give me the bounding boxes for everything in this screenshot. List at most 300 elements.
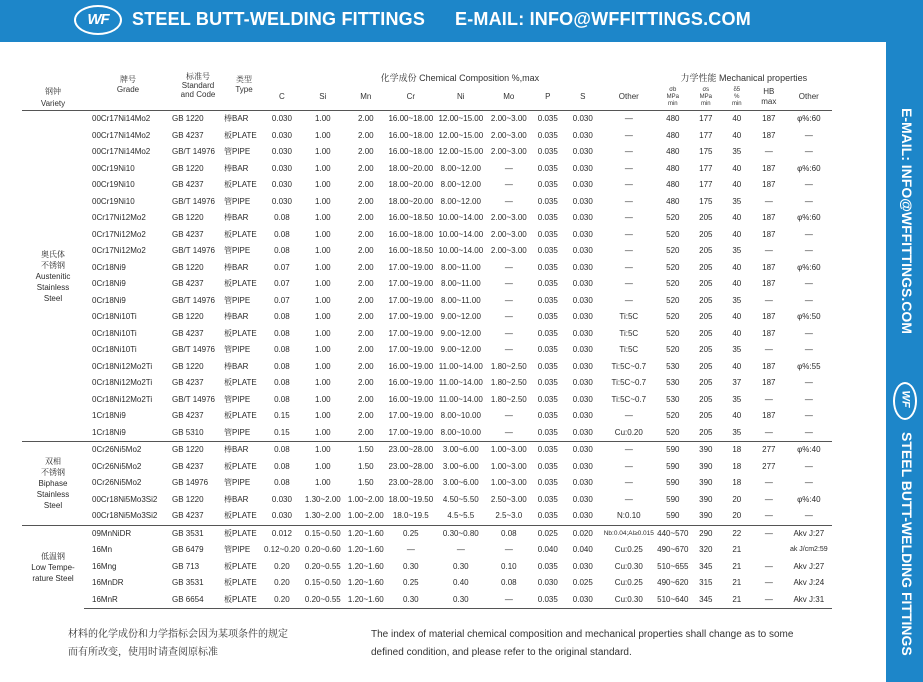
table-cell: 277 <box>752 442 786 459</box>
table-cell: 530 <box>666 394 680 404</box>
table-cell: Akv J:27 <box>786 525 832 542</box>
table-cell: 管PIPE <box>224 427 251 437</box>
table-cell: — <box>624 213 633 222</box>
table-cell: 480 <box>666 163 680 173</box>
table-cell: 0.035 <box>537 213 558 222</box>
table-cell: 390 <box>690 442 722 459</box>
table-cell: 40 <box>732 411 742 420</box>
table-cell: 板PLATE <box>224 511 257 520</box>
table-row <box>22 210 832 227</box>
table-cell: — <box>504 411 513 420</box>
table-cell: 0.08 <box>274 394 290 404</box>
table-cell: 0.030 <box>537 578 558 587</box>
table-cell: 1.00 <box>315 378 331 387</box>
table-cell: 2.00~3.00 <box>490 130 527 140</box>
table-row <box>22 359 832 376</box>
table-cell: — <box>764 478 773 487</box>
table-cell: GB 1220 <box>172 163 204 173</box>
table-cell: 0.030 <box>572 163 593 173</box>
table-cell: 0.012 <box>264 525 300 542</box>
table-cell: — <box>804 279 813 288</box>
table-cell: 17.00~19.00 <box>388 411 434 420</box>
table-cell: 187 <box>762 229 776 239</box>
table-cell: 0.035 <box>537 361 558 371</box>
table-cell: 0.030 <box>264 111 300 128</box>
header-email[interactable]: E-MAIL: INFO@WFFITTINGS.COM <box>455 9 751 29</box>
table-cell: 480 <box>666 147 680 156</box>
table-cell: 管PIPE <box>224 147 251 156</box>
table-cell: 2.00 <box>358 411 374 420</box>
table-cell: 2.00 <box>358 229 374 239</box>
table-cell: 2.00~3.00 <box>486 111 532 128</box>
table-cell: 18.00~20.00 <box>388 180 434 189</box>
table-cell: 0.035 <box>537 328 558 338</box>
table-cell: GB/T 14976 <box>172 295 215 305</box>
side-wf-logo-icon: WF <box>893 382 917 420</box>
table-cell: 20 <box>732 511 742 520</box>
table-row <box>22 492 832 509</box>
table-cell: 8.00~11.00 <box>440 279 481 288</box>
table-cell: — <box>804 461 813 471</box>
table-cell: — <box>624 478 633 487</box>
table-cell: 590 <box>666 511 680 520</box>
table-cell: 345 <box>690 592 722 609</box>
table-cell: 1.00 <box>315 427 331 437</box>
table-cell: 9.00~12.00 <box>440 328 481 338</box>
table-cell: 40 <box>732 130 742 140</box>
table-cell: 0.035 <box>537 411 558 420</box>
table-cell: 0.030 <box>572 180 593 189</box>
table-cell: 1.00 <box>315 229 331 239</box>
table-cell: 1.20~1.60 <box>347 578 384 587</box>
table-cell: 440~570 <box>656 525 690 542</box>
table-cell: 205 <box>699 213 713 222</box>
table-cell: 0.030 <box>572 262 593 272</box>
table-cell: φ%:60 <box>797 262 821 272</box>
table-cell: 1.30~2.00 <box>304 494 341 504</box>
wf-logo-icon: WF <box>74 5 122 35</box>
table-cell: 2.00 <box>358 378 374 387</box>
table-cell: 0.030 <box>572 196 593 206</box>
table-cell: 1.00 <box>300 442 346 459</box>
table-cell: 205 <box>699 427 713 437</box>
table-cell: 205 <box>699 312 713 321</box>
table-cell: 16MnDR <box>92 578 124 587</box>
table-cell: 2.00 <box>358 196 374 206</box>
table-cell: 1.80~2.50 <box>490 394 527 404</box>
table-cell: 0.035 <box>537 494 558 504</box>
table-cell: 0.035 <box>537 561 558 571</box>
col-chem-1: Si <box>319 92 327 101</box>
table-cell: 520 <box>666 328 680 338</box>
table-cell: 315 <box>699 578 713 587</box>
table-cell: — <box>804 196 813 206</box>
table-cell: 35 <box>732 427 742 437</box>
table-cell: 00Cr19Ni10 <box>92 180 135 189</box>
col-mech-11: δ5 % min <box>731 86 742 107</box>
table-cell: 17.00~19.00 <box>388 345 434 354</box>
table-cell: 板PLATE <box>224 328 257 338</box>
table-cell: 0.035 <box>532 592 564 609</box>
table-cell: — <box>602 111 656 128</box>
table-cell: 16.00~18.50 <box>388 213 434 222</box>
table-cell: 520 <box>666 295 680 305</box>
table-cell: 棒BAR <box>224 442 264 459</box>
table-row <box>22 508 832 525</box>
table-cell: 520 <box>666 262 680 272</box>
table-cell: 20 <box>732 494 742 504</box>
table-cell: — <box>624 163 633 173</box>
table-cell: 18.00~20.00 <box>388 196 434 206</box>
table-cell: 0.030 <box>572 411 593 420</box>
table-cell: 0.030 <box>572 147 593 156</box>
table-cell: 棒BAR <box>224 361 249 371</box>
side-email[interactable]: E-MAIL: INFO@WFFITTINGS.COM <box>899 108 915 334</box>
table-cell: — <box>804 328 813 338</box>
table-cell: 18 <box>732 478 742 487</box>
table-cell: 9.00~12.00 <box>440 312 481 321</box>
table-cell: 0.20~0.60 <box>304 545 341 554</box>
table-cell: GB 3531 <box>172 578 204 587</box>
table-cell: 0.30 <box>453 561 469 571</box>
table-cell: 520 <box>666 213 680 222</box>
table-row <box>22 326 832 343</box>
table-cell: 管PIPE <box>224 295 251 305</box>
table-cell: 1.00~2.00 <box>347 494 384 504</box>
table-cell: 1.20~1.60 <box>347 545 384 554</box>
table-cell: 2.00 <box>358 147 374 156</box>
table-row <box>22 408 832 425</box>
table-cell: 8.00~11.00 <box>440 295 481 305</box>
group-chem: 化学成份 Chemical Composition %,max <box>380 73 540 83</box>
table-cell: 390 <box>699 461 713 471</box>
table-cell: 00Cr19Ni10 <box>92 163 135 173</box>
table-cell: 205 <box>699 229 713 239</box>
table-cell: 345 <box>699 561 713 571</box>
table-cell: 2.00~3.00 <box>490 147 527 156</box>
table-cell: ak J/cm2:59 <box>789 546 828 553</box>
table-cell: 16.00~19.00 <box>388 361 434 371</box>
table-cell: 0.035 <box>532 442 564 459</box>
table-cell: 35 <box>732 147 742 156</box>
col-type: 类型 Type <box>235 75 253 94</box>
table-cell: Ti:5C~0.7 <box>611 394 647 404</box>
table-cell: 0.20 <box>274 578 290 587</box>
table-cell: 480 <box>666 180 680 189</box>
table-cell: 0.025 <box>532 525 564 542</box>
table-cell: 0.030 <box>572 494 593 504</box>
table-cell: 0.08 <box>274 246 290 255</box>
table-cell: 0.035 <box>537 378 558 387</box>
table-cell: φ%:60 <box>786 111 832 128</box>
col-chem-6: P <box>545 92 551 101</box>
table-cell: 0Cr17Ni12Mo2 <box>92 213 146 222</box>
table-cell: 1.00 <box>315 328 331 338</box>
table-cell: 205 <box>699 394 713 404</box>
table-cell: 1.00 <box>315 147 331 156</box>
table-cell: — <box>456 545 465 554</box>
table-cell: 0.030 <box>572 361 593 371</box>
table-cell: 2.00~3.00 <box>490 213 527 222</box>
table-cell: 187 <box>762 279 776 288</box>
table-cell: 00Cr17Ni14Mo2 <box>84 111 172 128</box>
table-cell: 0.30 <box>403 561 419 571</box>
table-cell: 1.50 <box>358 461 374 471</box>
table-cell: 0Cr18Ni9 <box>92 262 126 272</box>
table-cell: 520 <box>666 411 680 420</box>
col-variety: 钢钟 Variety <box>40 87 66 108</box>
table-cell: 板PLATE <box>224 130 257 140</box>
table-cell: 205 <box>699 345 713 354</box>
table-cell: 40 <box>732 312 742 321</box>
table-cell: 8.00~10.00 <box>440 427 481 437</box>
table-cell: 0.035 <box>537 478 558 487</box>
table-cell: 1.50 <box>358 478 374 487</box>
table-row <box>22 475 832 492</box>
table-cell: 1.30~2.00 <box>304 511 341 520</box>
table-cell: 21 <box>722 592 752 609</box>
table-cell: 40 <box>722 111 752 128</box>
table-cell: 板PLATE <box>224 378 257 387</box>
col-chem-5: Mo <box>503 92 515 101</box>
table-cell: 1.00 <box>315 196 331 206</box>
table-cell: 16.00~18.00 <box>388 229 434 239</box>
table-cell: 板PLATE <box>224 592 264 609</box>
table-cell: 0Cr18Ni10Ti <box>92 328 137 338</box>
table-cell: GB/T 14976 <box>172 196 215 206</box>
table-cell: 22 <box>722 525 752 542</box>
table-cell: 205 <box>699 295 713 305</box>
table-cell: 35 <box>732 295 742 305</box>
table-cell: 0.030 <box>271 130 292 140</box>
table-cell: 187 <box>762 328 776 338</box>
table-cell: GB 1220 <box>172 111 224 128</box>
table-cell: 0.25 <box>403 578 419 587</box>
table-cell: 0.20 <box>274 561 290 571</box>
table-cell: 2.00 <box>358 394 374 404</box>
table-cell: 187 <box>762 361 776 371</box>
table-cell: — <box>804 246 813 255</box>
table-cell: 0.030 <box>564 111 602 128</box>
col-mech-9: σb MPa min <box>666 86 679 107</box>
table-cell: 590 <box>666 478 680 487</box>
table-cell: Nb:0.04;Al≥0.015 <box>602 525 656 542</box>
table-cell: 40 <box>732 328 742 338</box>
table-cell: 1.00 <box>315 295 331 305</box>
table-cell: 0Cr17Ni12Mo2 <box>92 229 146 239</box>
table-cell: 1.50 <box>346 442 386 459</box>
table-cell: 0.035 <box>537 147 558 156</box>
table-cell: — <box>504 345 513 354</box>
table-cell: 0Cr26Ni5Mo2 <box>84 442 172 459</box>
table-cell: Ti:5C~0.7 <box>611 361 647 371</box>
table-cell: 0.30 <box>436 592 486 609</box>
table-cell: 2.00~3.00 <box>490 246 527 255</box>
table-cell: 2.00 <box>346 111 386 128</box>
table-cell: 管PIPE <box>224 196 251 206</box>
table-cell: 0Cr18Ni10Ti <box>92 345 137 354</box>
header-bar <box>0 0 923 42</box>
table-cell: 1.80~2.50 <box>490 361 527 371</box>
table-cell: 3.00~6.00 <box>442 478 479 487</box>
table-cell: 16.00~18.00 <box>388 130 434 140</box>
col-chem-3: Cr <box>406 92 416 101</box>
table-row <box>22 592 832 609</box>
table-cell: 0.030 <box>572 328 593 338</box>
table-cell: 板PLATE <box>224 411 257 420</box>
table-cell: 0.07 <box>274 279 290 288</box>
table-cell: 12.00~15.00 <box>438 147 484 156</box>
table-cell: 1.00 <box>300 111 346 128</box>
table-cell: GB 4237 <box>172 411 204 420</box>
table-row <box>22 243 832 260</box>
table-row <box>22 177 832 194</box>
table-cell: 0.030 <box>271 180 292 189</box>
col-standard: 标准号 Standard and Code <box>180 71 216 99</box>
variety-cell: 奥氏体 不锈钢 Austenitic Stainless Steel <box>22 111 84 442</box>
table-cell: GB 4237 <box>172 229 204 239</box>
table-cell: 0.035 <box>537 262 558 272</box>
table-cell: Cu:0.30 <box>602 592 656 609</box>
table-cell: 0.030 <box>271 494 292 504</box>
table-cell: Akv J:31 <box>786 592 832 609</box>
table-cell: 590 <box>666 494 680 504</box>
table-cell: φ%:60 <box>797 163 821 173</box>
table-cell: 0Cr18Ni12Mo2Ti <box>92 394 153 404</box>
table-cell: 1.00 <box>315 279 331 288</box>
footer-note-en: The index of material chemical composition and mechanical properties shall change as to some defined condition, and please refer to the original standard. <box>371 629 794 658</box>
table-cell: 37 <box>732 378 742 387</box>
table-cell: 0.030 <box>572 394 593 404</box>
table-cell: — <box>624 295 633 305</box>
table-cell: GB 1220 <box>172 262 204 272</box>
table-cell: Ti:5C <box>619 328 639 338</box>
table-cell: — <box>504 427 513 437</box>
table-cell: 187 <box>762 411 776 420</box>
table-cell: 0.30 <box>386 592 436 609</box>
table-cell: 520 <box>666 312 680 321</box>
table-cell: 0.30~0.80 <box>436 525 486 542</box>
table-cell: 0Cr26Ni5Mo2 <box>92 478 142 487</box>
table-row <box>22 575 832 592</box>
table-cell: — <box>504 279 513 288</box>
table-cell: Cu:0.25 <box>614 578 643 587</box>
table-cell: 0.25 <box>386 525 436 542</box>
table-cell: — <box>624 180 633 189</box>
table-cell: GB 5310 <box>172 427 204 437</box>
table-cell: φ%:60 <box>797 213 821 222</box>
table-cell: GB 14976 <box>172 478 209 487</box>
table-cell: Akv J:27 <box>793 561 825 571</box>
table-cell: 18 <box>732 461 742 471</box>
table-cell: 17.00~19.00 <box>388 328 434 338</box>
table-cell: — <box>804 511 813 520</box>
table-cell: — <box>624 196 633 206</box>
table-cell: 490~620 <box>657 578 689 587</box>
table-cell: 8.00~12.00 <box>440 180 481 189</box>
table-cell: 290 <box>690 525 722 542</box>
table-cell: 0.15~0.50 <box>304 578 341 587</box>
table-cell: 0.030 <box>572 130 593 140</box>
table-cell: 0.07 <box>274 262 290 272</box>
table-cell: 2.00 <box>358 213 374 222</box>
table-cell: — <box>752 525 786 542</box>
table-cell: — <box>804 394 813 404</box>
table-row <box>22 375 832 392</box>
table-cell: 0.035 <box>537 130 558 140</box>
table-cell: 16.00~19.00 <box>388 378 434 387</box>
table-cell: 0.035 <box>537 461 558 471</box>
table-cell: 16.00~18.00 <box>386 111 436 128</box>
table-cell: 187 <box>762 130 776 140</box>
table-cell: Ti:5C <box>619 312 639 321</box>
table-cell: 35 <box>732 196 742 206</box>
table-cell: 0.035 <box>537 511 558 520</box>
table-cell: 管PIPE <box>224 545 251 554</box>
table-cell: 187 <box>762 213 776 222</box>
table-cell: 4.50~5.50 <box>442 494 479 504</box>
table-cell: 0.020 <box>564 525 602 542</box>
table-cell: 2.00 <box>358 262 374 272</box>
table-cell: — <box>804 147 813 156</box>
table-cell: 00Cr19Ni10 <box>92 196 135 206</box>
table-cell: 00Cr17Ni14Mo2 <box>92 147 151 156</box>
table-cell: — <box>504 545 513 554</box>
table-cell: 1.00~3.00 <box>490 478 527 487</box>
table-cell: — <box>764 561 773 571</box>
table-cell: 0.15~0.50 <box>300 525 346 542</box>
table-cell: 2.00 <box>358 246 374 255</box>
table-cell: 1Cr18Ni9 <box>92 427 126 437</box>
table-cell: 1.00 <box>315 163 331 173</box>
table-cell: GB 4237 <box>172 130 204 140</box>
table-cell: 17.00~19.00 <box>388 279 434 288</box>
table-cell: 21 <box>732 561 742 571</box>
table-cell: 1.00 <box>315 478 331 487</box>
table-row <box>22 227 832 244</box>
table-cell: 205 <box>699 411 713 420</box>
table-cell: GB 6479 <box>172 545 204 554</box>
table-cell: 40 <box>732 262 742 272</box>
col-chem-8: Other <box>618 92 639 101</box>
table-cell: 1Cr18Ni9 <box>92 411 126 420</box>
table-cell: 16MnR <box>84 592 172 609</box>
table-cell: 390 <box>699 511 713 520</box>
table-cell: 480 <box>656 111 690 128</box>
table-cell: 16.00~18.00 <box>388 147 434 156</box>
table-cell: 1.00 <box>315 246 331 255</box>
table-cell: 1.00 <box>315 130 331 140</box>
table-cell: φ%:50 <box>797 312 821 321</box>
table-cell: 0.040 <box>537 545 558 554</box>
table-cell: 1.00~3.00 <box>490 461 527 471</box>
table-cell: 12.00~15.00 <box>436 111 486 128</box>
table-cell: — <box>764 511 773 520</box>
table-cell: 管PIPE <box>224 394 251 404</box>
table-cell: 0.030 <box>572 461 593 471</box>
table-cell: 1.00 <box>315 312 331 321</box>
table-cell: — <box>764 246 773 255</box>
table-cell: 2.00 <box>358 163 374 173</box>
table-cell: — <box>804 427 813 437</box>
table-cell: 0.10 <box>501 561 517 571</box>
table-row <box>22 442 832 459</box>
table-cell: 0.030 <box>271 196 292 206</box>
table-cell: — <box>504 196 513 206</box>
table-cell: — <box>486 592 532 609</box>
table-cell: 棒BAR <box>224 262 249 272</box>
table-cell: — <box>764 578 773 587</box>
